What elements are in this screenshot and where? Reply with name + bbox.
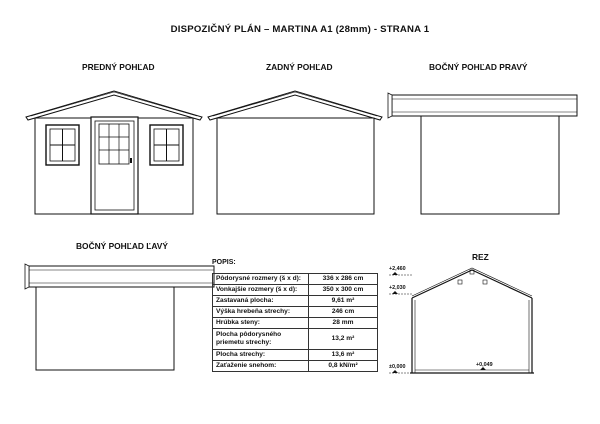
section-view-label: REZ	[472, 252, 489, 262]
spec-label: Zastavaná plocha:	[213, 296, 309, 307]
spec-label: Plocha strechy:	[213, 350, 309, 361]
specs-table	[212, 273, 378, 372]
level-ridge-label: +2,460	[389, 266, 406, 272]
spec-label: Hrúbka steny:	[213, 318, 309, 329]
front-elevation	[26, 91, 202, 214]
front-view-label: PREDNÝ POHĽAD	[82, 62, 155, 72]
spec-row	[213, 350, 378, 361]
rear-view-label: ZADNÝ POHĽAD	[266, 62, 333, 72]
left-view-label: BOČNÝ POHĽAD ĽAVÝ	[76, 241, 168, 251]
spec-row	[213, 318, 378, 329]
spec-label: Pôdorysné rozmery (š x d):	[213, 274, 309, 285]
spec-value: 13,6 m²	[309, 350, 378, 361]
spec-row	[213, 285, 378, 296]
spec-value: 28 mm	[309, 318, 378, 329]
right-view-label: BOČNÝ POHĽAD PRAVÝ	[429, 62, 528, 72]
section-drawing	[389, 268, 534, 373]
spec-label: Vonkajšie rozmery (š x d):	[213, 285, 309, 296]
front-left-window	[46, 125, 79, 165]
spec-row	[213, 329, 378, 350]
spec-row	[213, 296, 378, 307]
spec-label: Zaťaženie snehom:	[213, 361, 309, 372]
spec-row	[213, 307, 378, 318]
spec-row	[213, 274, 378, 285]
specs-heading: POPIS:	[212, 259, 236, 266]
spec-value: 336 x 286 cm	[309, 274, 378, 285]
spec-value: 13,2 m²	[309, 329, 378, 350]
rear-elevation	[208, 91, 382, 214]
front-door	[91, 117, 138, 214]
spec-row	[213, 361, 378, 372]
document-title: DISPOZIČNÝ PLÁN – MARTINA A1 (28mm) - STRANA 1	[170, 24, 430, 35]
level-floor-label: +0,049	[476, 362, 493, 368]
level-base-label: ±0,000	[389, 364, 406, 370]
left-side-elevation	[25, 264, 214, 370]
level-eave-label: +2,030	[389, 285, 406, 291]
spec-label: Výška hrebeňa strechy:	[213, 307, 309, 318]
right-side-elevation	[388, 93, 577, 214]
front-right-window	[150, 125, 183, 165]
spec-label: Plocha pôdorysného priemetu strechy:	[213, 329, 309, 350]
spec-value: 350 x 300 cm	[309, 285, 378, 296]
spec-value: 9,61 m²	[309, 296, 378, 307]
spec-value: 246 cm	[309, 307, 378, 318]
spec-value: 0,8 kN/m²	[309, 361, 378, 372]
